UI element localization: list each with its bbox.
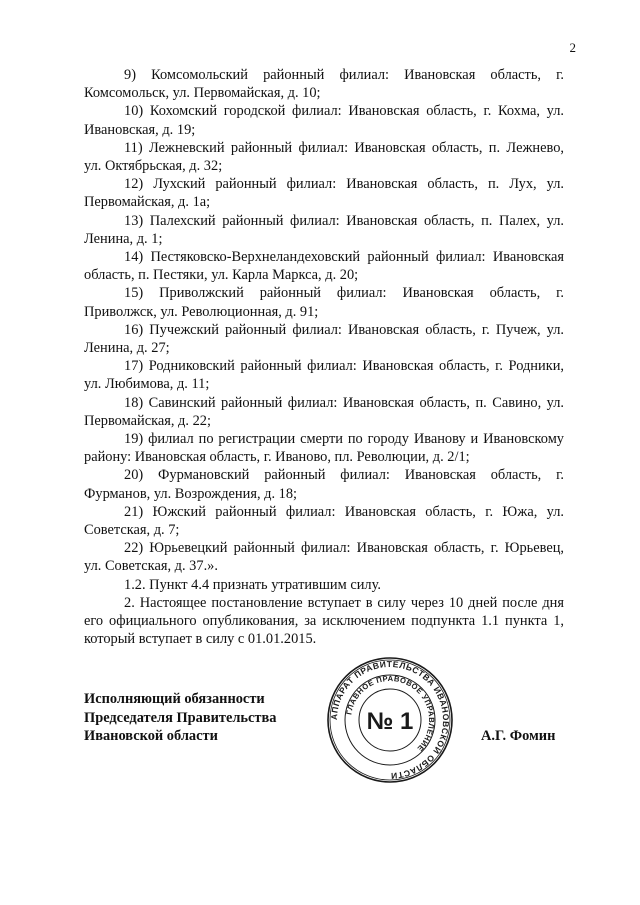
signatory-title-line: Исполняющий обязанности: [84, 691, 265, 707]
paragraph-item-13: 13) Палехский районный филиал: Ивановская область, п. Палех, ул. Ленина, д. 1;: [84, 212, 564, 247]
paragraph-item-19: 19) филиал по регистрации смерти по городу Иванову и Ивановскому району: Ивановская область, г. Иваново, пл. Революции, д. 2/1;: [84, 431, 564, 466]
paragraph-clause-2: 2. Настоящее постановление вступает в силу через 10 дней после дня его официального опубликования, за исключением подпункта 1.1 пункта 1, который вступает в силу с 01.01.2015.: [84, 594, 564, 648]
signatory-title-line: Ивановской области: [84, 728, 218, 744]
stamp-inner-text: ГЛАВНОЕ ПРАВОВОЕ УПРАВЛЕНИЕ: [344, 673, 437, 754]
document-body: [84, 66, 564, 649]
stamp-outer-text: АППАРАТ ПРАВИТЕЛЬСТВА ИВАНОВСКОЙ ОБЛАСТИ: [328, 658, 452, 782]
paragraph-item-12: 12) Лухский районный филиал: Ивановская область, п. Лух, ул. Первомайская, д. 1а;: [84, 176, 564, 211]
paragraph-item-16: 16) Пучежский районный филиал: Ивановская область, г. Пучеж, ул. Ленина, д. 27;: [84, 321, 564, 357]
page-number: 2: [569, 40, 576, 55]
official-seal-stamp: [325, 655, 455, 785]
paragraph-item-18: 18) Савинский районный филиал: Ивановская область, п. Савино, ул. Первомайская, д. 22;: [84, 394, 564, 429]
paragraph-item-10: 10) Кохомский городской филиал: Ивановская область, г. Кохма, ул. Ивановская, д. 19;: [84, 103, 564, 138]
paragraph-item-11: 11) Лежневский районный филиал: Ивановская область, п. Лежнево, ул. Октябрьская, д. 32;: [84, 139, 564, 175]
signatory-title-line: Председателя Правительства: [84, 709, 277, 726]
paragraph-item-22: 22) Юрьевецкий районный филиал: Ивановская область, г. Юрьевец, ул. Советская, д. 37.».: [84, 540, 564, 575]
paragraph-item-14: 14) Пестяковско-Верхнеландеховский районный филиал: Ивановская область, п. Пестяки, ул. Карла Маркса, д. 20;: [84, 249, 564, 284]
paragraph-item-17: 17) Родниковский районный филиал: Ивановская область, г. Родники, ул. Любимова, д. 11;: [84, 358, 564, 393]
paragraph-item-21: 21) Южский районный филиал: Ивановская область, г. Южа, ул. Советская, д. 7;: [84, 503, 564, 539]
paragraph-clause-1-2: 1.2. Пункт 4.4 признать утратившим силу.: [124, 576, 381, 593]
paragraph-item-20: 20) Фурмановский районный филиал: Ивановская область, г. Фурманов, ул. Возрождения, д. 18;: [84, 467, 564, 502]
stamp-number: № 1: [366, 708, 414, 735]
paragraph-item-9: 9) Комсомольский районный филиал: Ивановская область, г. Комсомольск, ул. Первомайская, д. 10;: [84, 67, 564, 102]
signatory-name: А.Г. Фомин: [481, 728, 556, 744]
paragraph-item-15: 15) Приволжский районный филиал: Ивановская область, г. Приволжск, ул. Революционная, д. 91;: [84, 285, 564, 320]
signatory-title: [84, 690, 276, 746]
